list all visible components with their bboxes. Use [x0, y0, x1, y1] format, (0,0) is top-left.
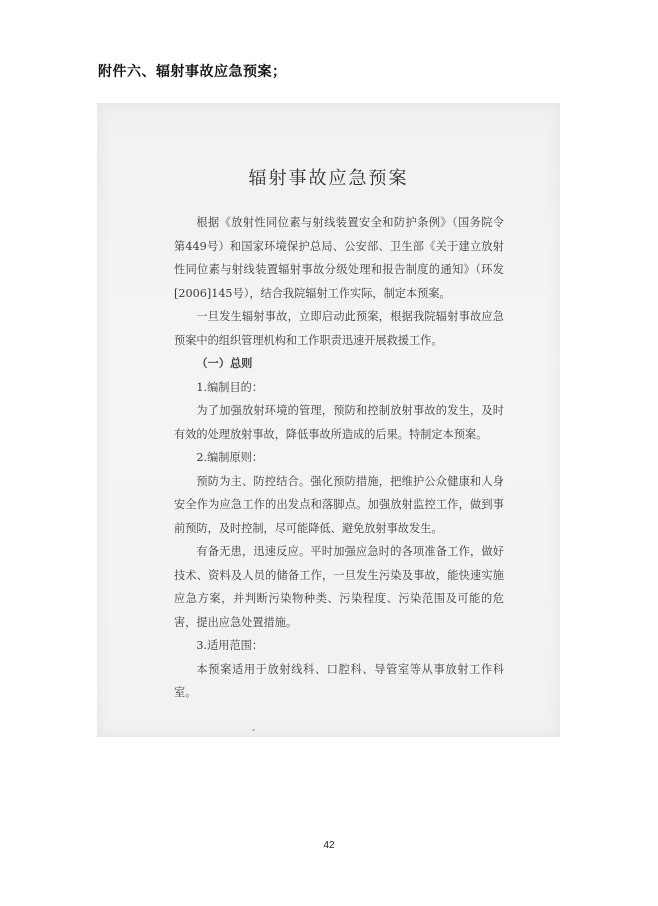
section-heading-general: （一）总则 [196, 356, 253, 370]
paragraph-legal-basis: 根据《放射性同位素与射线装置安全和防护条例》（国务院令第449号）和国家环境保护总局、公安部、卫生部《关于建立放射性同位素与射线装置辐射事故分级处理和报告制度的通知》（环发[2006]145号），结合我院辐射工作实际，制定本预案。 [174, 216, 504, 300]
scan-speck [252, 729, 255, 731]
document-title: 辐射事故应急预案 [248, 168, 409, 189]
attachment-heading: 附件六、辐射事故应急预案； [98, 64, 287, 80]
page-number: 42 [323, 840, 335, 851]
paragraph-purpose: 为了加强放射环境的管理，预防和控制放射事故的发生，及时有效的处理放射事故，降低事故所造成的后果。特制定本预案。 [174, 404, 504, 441]
subheading-scope: 3.适用范围： [196, 639, 264, 652]
scanned-document-image [97, 103, 560, 737]
subheading-purpose: 1.编制目的： [196, 380, 264, 394]
paragraph-scope: 本预案适用于放射线科、口腔科、导管室等从事放射工作科室。 [174, 662, 504, 699]
paragraph-activation: 一旦发生辐射事故，立即启动此预案，根据我院辐射事故应急预案中的组织管理机构和工作职责迅速开展救援工作。 [174, 310, 504, 347]
paragraph-principle-preparedness: 有备无患，迅速反应。平时加强应急时的各项准备工作，做好技术、资料及人员的储备工作，一旦发生污染及事故，能快速实施应急方案，并判断污染物种类、污染程度、污染范围及可能的危害，提出应急处置措施。 [174, 545, 504, 629]
document-body [174, 211, 504, 705]
paragraph-principle-prevention: 预防为主、防控结合。强化预防措施，把维护公众健康和人身安全作为应急工作的出发点和落脚点。加强放射监控工作，做到事前预防，及时控制，尽可能降低、避免放射事故发生。 [174, 474, 504, 535]
subheading-principles: 2.编制原则： [196, 451, 264, 464]
